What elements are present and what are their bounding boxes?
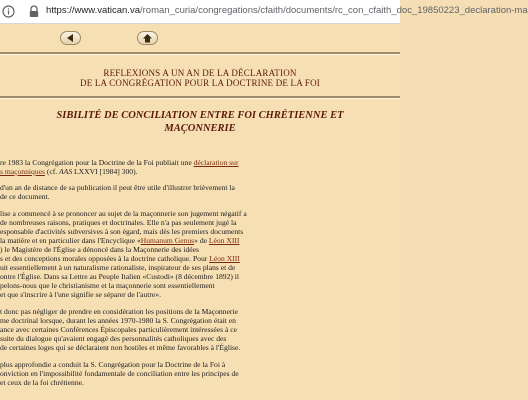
paragraph-2-line-2: de ce document. <box>0 192 50 201</box>
declaration-link-continued[interactable]: s maçonniques <box>0 167 45 176</box>
leon-xiii-link-2[interactable]: Léon XIII <box>209 254 240 263</box>
document-title-line-2: MAÇONNERIE <box>164 123 236 134</box>
text: » de <box>194 236 209 245</box>
declaration-link[interactable]: déclaration sur <box>193 158 239 167</box>
paragraph-3-line-2: de nombreuses raisons, pratiques et doctrinales. Elle n'a pas seulement jugé la <box>0 218 237 227</box>
url-host: https://www.vatican.va <box>46 5 140 16</box>
text: LXXVI [1984] 300). <box>72 167 138 176</box>
text: la matière et en particulier dans l'Encyclique « <box>0 236 141 245</box>
paragraph-1-line-2 <box>0 168 138 177</box>
humanum-genus-link[interactable]: Humanum Genus <box>140 236 195 245</box>
header-line-2: DE LA CONGRÉGATION POUR LA DOCTRINE DE LA FOI <box>80 78 320 88</box>
paragraph-3-line-10: et que s'inscrire à l'une signifie se séparer de l'autre». <box>0 290 161 299</box>
paragraph-4-line-1: t donc pas négliger de prendre en considération les positions de la Maçonnerie <box>0 307 238 316</box>
text: re 1983 la Congrégation pour la Doctrine de la Foi publiait une <box>0 158 194 167</box>
paragraph-3-line-3: esponsable d'activités subversives à son égard, mais dès les premiers documents <box>0 227 244 236</box>
paragraph-2-line-1: d'un an de distance de sa publication il peut être utile d'illustrer brièvement la <box>0 183 235 192</box>
paragraph-5-line-2: onviction en l'impossibilité fondamentale de conciliation entre les principes de <box>0 369 239 378</box>
paragraph-3-line-8: ontre l'Église. Dans sa Lettre au Peuple Italien «Custodi» (8 décembre 1892) il <box>0 272 240 281</box>
paragraph-4-line-4: suite du dialogue qu'avaient engagé des personnalités catholiques avec des <box>0 334 227 343</box>
divider <box>0 96 400 99</box>
paragraph-5-line-3: et ceux de la foi chrétienne. <box>0 378 84 387</box>
document-title-line-1: SIBILITÉ DE CONCILIATION ENTRE FOI CHRÉTIENNE ET <box>56 110 344 121</box>
text: (cf. <box>44 167 60 176</box>
paragraph-4-line-2: me doctrinal lorsque, durant les années 1970-1980 la S. Congrégation était en <box>0 316 236 325</box>
paragraph-3-line-7: uit essentiellement à un naturalisme rationaliste, inspirateur de ses plans et de <box>0 263 236 272</box>
header-line-1: REFLEXIONS A UN AN DE LA DÉCLARATION <box>103 68 297 78</box>
page-info-icon[interactable] <box>2 5 15 18</box>
url-text[interactable] <box>46 5 528 16</box>
paragraph-3-line-5: ) le Magistère de l'Église a dénoncé dans la Maçonnerie des idées <box>0 245 199 254</box>
previous-page-button[interactable] <box>60 31 81 45</box>
divider <box>0 52 400 55</box>
browser-address-bar[interactable] <box>0 0 528 24</box>
url-path: /roman_curia/congregations/cfaith/documents/rc_con_cfaith_doc_19850223_declaration-ma <box>139 5 528 16</box>
text: AAS <box>59 167 73 176</box>
lock-icon <box>28 5 40 18</box>
paragraph-3-line-1: lise a commencé à se prononcer au sujet de la maçonnerie son jugement négatif a <box>0 209 247 218</box>
home-button[interactable] <box>137 31 158 45</box>
arrow-left-icon <box>66 34 75 42</box>
paragraph-4-line-3: ance avec certaines Conférences Épiscopales particulièrement intéressées à ce <box>0 325 237 334</box>
home-icon <box>143 34 152 43</box>
document-page <box>0 24 400 400</box>
paragraph-4-line-5: de certaines loges qui se déclaraient non hostiles et même favorables à l'Église. <box>0 343 241 352</box>
paragraph-5-line-1: plus approfondie a conduit la S. Congrégation pour la Doctrine de la Foi à <box>0 360 226 369</box>
leon-xiii-link[interactable]: Léon XIII <box>208 236 240 245</box>
paragraph-3-line-9: pelons-nous que le christianisme et la maçonnerie sont essentiellement <box>0 281 215 290</box>
text: s et des conceptions morales opposées à la doctrine catholique. Pour <box>0 254 210 263</box>
